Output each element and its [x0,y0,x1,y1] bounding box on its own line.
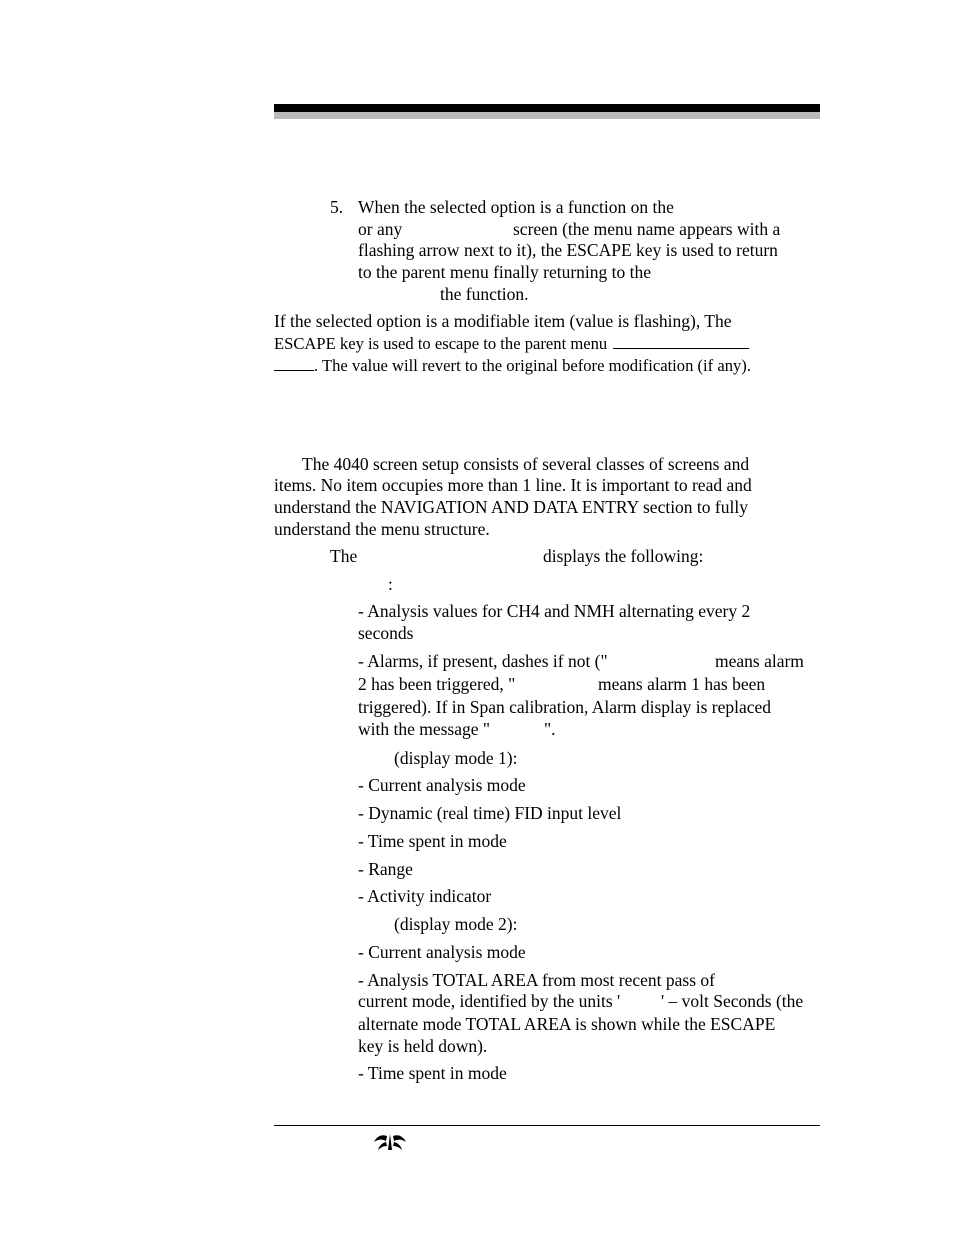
mode2-current: - Current analysis mode [358,942,526,962]
step5-line5: the function. [440,284,529,304]
mode1-item: - Range [358,859,413,879]
modifiable-line3 [274,354,751,377]
item-alarms-line2a: 2 has been triggered, " [358,674,516,694]
footer-rule [274,1125,820,1126]
mode2-heading: (display mode 2): [394,914,518,934]
mode1-item: - Dynamic (real time) FID input level [358,803,622,823]
mode2-area-line2a: current mode, identified by the units ' [358,991,621,1011]
displays-following: displays the following: [543,546,704,566]
intro-line3: understand the NAVIGATION AND DATA ENTRY section to fully [274,497,748,517]
item-alarms-line1a: - Alarms, if present, dashes if not (" [358,651,608,671]
step5-line4: to the parent menu finally returning to the [358,262,652,282]
step-number: 5. [330,197,344,217]
blank-underline-short [274,354,314,371]
item-analysis-line1: - Analysis values for CH4 and NMH alternating every 2 [358,601,751,621]
intro-line4: understand the menu structure. [274,519,490,539]
item-alarms-line1b: means alarm [715,651,804,671]
mode2-time: - Time spent in mode [358,1063,507,1083]
mode2-area-line1: - Analysis TOTAL AREA from most recent pass of [358,970,715,990]
displays-colon: : [388,574,393,594]
modifiable-line2-text: ESCAPE key is used to escape to the parent menu [274,334,608,353]
modifiable-line2 [274,332,749,355]
mode2-area-line3: alternate mode TOTAL AREA is shown while the ESCAPE [358,1014,776,1034]
mode2-area-line4: key is held down). [358,1036,488,1056]
step5-line2b: screen (the menu name appears with a [513,219,781,239]
step5-line3: flashing arrow next to it), the ESCAPE key is used to return [358,240,778,260]
displays-the: The [330,546,358,566]
step5-line1: When the selected option is a function on the [358,197,674,217]
item-alarms-line3: triggered). If in Span calibration, Alarm display is replaced [358,697,772,717]
intro-line2: items. No item occupies more than 1 line. It is important to read and [274,475,752,495]
mode1-heading: (display mode 1): [394,748,518,768]
item-analysis-line2: seconds [358,623,414,643]
modifiable-line1: If the selected option is a modifiable item (value is flashing), The [274,311,732,331]
blank-underline [613,332,749,349]
intro-line1: The 4040 screen setup consists of several classes of screens and [302,454,750,474]
header-rule-gray [274,112,820,119]
company-logo-icon [372,1132,408,1152]
mode1-item: - Activity indicator [358,886,492,906]
item-alarms-line4b: ". [544,719,556,739]
modifiable-line3-text: . The value will revert to the original before modification (if any). [314,356,751,375]
item-alarms-line4a: with the message " [358,719,491,739]
mode1-item: - Current analysis mode [358,775,526,795]
item-alarms-line2b: means alarm 1 has been [598,674,766,694]
mode2-area-line2b: ' – volt Seconds (the [661,991,804,1011]
header-rule-black [274,104,820,112]
step5-line2a: or any [358,219,403,239]
mode1-item: - Time spent in mode [358,831,507,851]
